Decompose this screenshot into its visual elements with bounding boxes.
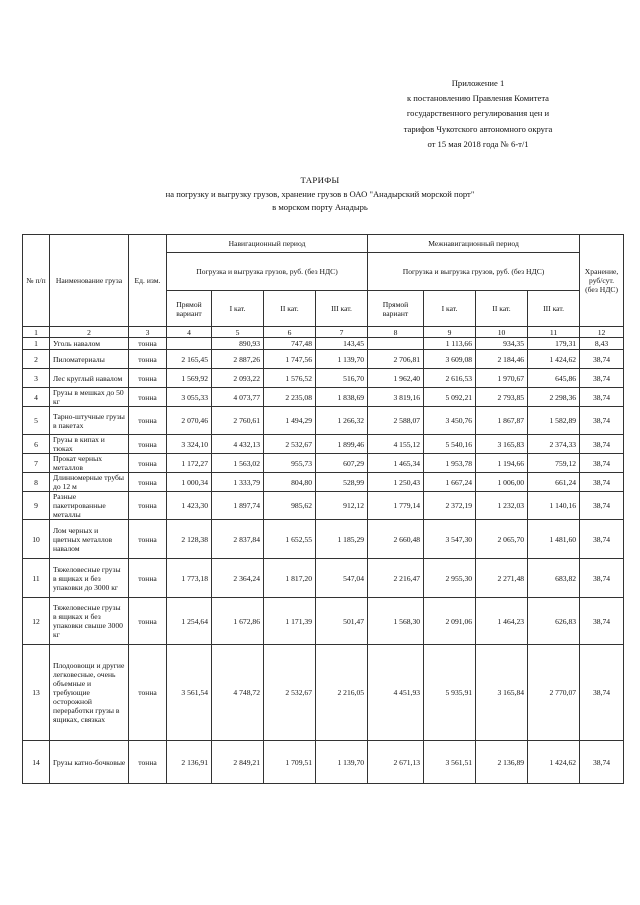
tariff-cell: 645,86 bbox=[528, 369, 580, 388]
tariff-cell: 2 298,36 bbox=[528, 388, 580, 407]
unit-cell: тонна bbox=[129, 350, 167, 369]
tariff-cell: 528,99 bbox=[316, 473, 368, 492]
unit-cell: тонна bbox=[129, 338, 167, 350]
tariff-cell: 1 000,34 bbox=[167, 473, 212, 492]
unit-cell: тонна bbox=[129, 454, 167, 473]
column-number: 9 bbox=[424, 327, 476, 338]
cargo-name: Грузы в кипах и тюках bbox=[50, 435, 129, 454]
tariff-cell: 3 324,10 bbox=[167, 435, 212, 454]
row-number: 1 bbox=[23, 338, 50, 350]
tariff-cell: 1 953,78 bbox=[424, 454, 476, 473]
tariff-cell: 3 561,54 bbox=[167, 645, 212, 741]
cargo-name: Пиломатериалы bbox=[50, 350, 129, 369]
row-number: 9 bbox=[23, 492, 50, 520]
tariff-cell: 1 667,24 bbox=[424, 473, 476, 492]
storage-rate-cell: 38,74 bbox=[580, 473, 624, 492]
cargo-name: Тяжеловесные грузы в ящиках и без упаковки до 3000 кг bbox=[50, 559, 129, 598]
header-nav-cat1: I кат. bbox=[212, 291, 264, 327]
tariff-cell: 3 609,08 bbox=[424, 350, 476, 369]
column-number-row bbox=[23, 327, 624, 338]
tariff-cell: 890,93 bbox=[212, 338, 264, 350]
unit-cell: тонна bbox=[129, 473, 167, 492]
row-number: 8 bbox=[23, 473, 50, 492]
tariff-cell: 2 165,45 bbox=[167, 350, 212, 369]
row-number: 10 bbox=[23, 520, 50, 559]
column-number: 1 bbox=[23, 327, 50, 338]
column-number: 11 bbox=[528, 327, 580, 338]
row-number: 12 bbox=[23, 598, 50, 645]
storage-rate-cell: 38,74 bbox=[580, 492, 624, 520]
column-number: 8 bbox=[368, 327, 424, 338]
tariff-cell: 1 424,62 bbox=[528, 350, 580, 369]
tariff-cell: 4 073,77 bbox=[212, 388, 264, 407]
appendix-line: тарифов Чукотского автономного округа bbox=[403, 123, 553, 134]
storage-rate-cell: 8,43 bbox=[580, 338, 624, 350]
tariff-cell: 1 140,16 bbox=[528, 492, 580, 520]
tariff-cell: 955,73 bbox=[264, 454, 316, 473]
tariff-cell: 1 962,40 bbox=[368, 369, 424, 388]
storage-rate-cell: 38,74 bbox=[580, 350, 624, 369]
document-heading bbox=[0, 174, 640, 215]
tariff-cell: 1 481,60 bbox=[528, 520, 580, 559]
tariff-cell: 1 970,67 bbox=[476, 369, 528, 388]
column-number: 7 bbox=[316, 327, 368, 338]
tariff-cell: 747,48 bbox=[264, 338, 316, 350]
column-number: 10 bbox=[476, 327, 528, 338]
column-number: 2 bbox=[50, 327, 129, 338]
unit-cell: тонна bbox=[129, 741, 167, 784]
tariff-cell: 2 216,05 bbox=[316, 645, 368, 741]
tariff-cell: 2 136,91 bbox=[167, 741, 212, 784]
tariff-cell: 1 423,30 bbox=[167, 492, 212, 520]
storage-rate-cell: 38,74 bbox=[580, 598, 624, 645]
tariff-cell: 1 709,51 bbox=[264, 741, 316, 784]
tariff-cell: 3 547,30 bbox=[424, 520, 476, 559]
tariff-cell: 2 216,47 bbox=[368, 559, 424, 598]
row-number: 6 bbox=[23, 435, 50, 454]
tariff-cell: 1 424,62 bbox=[528, 741, 580, 784]
storage-rate-cell: 38,74 bbox=[580, 388, 624, 407]
tariff-cell: 1 899,46 bbox=[316, 435, 368, 454]
tariff-cell: 1 254,64 bbox=[167, 598, 212, 645]
tariff-cell: 2 093,22 bbox=[212, 369, 264, 388]
document-title: ТАРИФЫ bbox=[300, 175, 340, 185]
appendix-line: Приложение 1 bbox=[451, 78, 505, 88]
header-nav-cat2: II кат. bbox=[264, 291, 316, 327]
column-number: 6 bbox=[264, 327, 316, 338]
tariff-cell: 1 867,87 bbox=[476, 407, 528, 435]
tariff-cell: 1 494,29 bbox=[264, 407, 316, 435]
tariff-cell: 2 770,07 bbox=[528, 645, 580, 741]
unit-cell: тонна bbox=[129, 559, 167, 598]
appendix-block bbox=[378, 76, 578, 152]
tariff-cell: 547,04 bbox=[316, 559, 368, 598]
tariff-cell: 2 070,46 bbox=[167, 407, 212, 435]
storage-rate-cell: 38,74 bbox=[580, 407, 624, 435]
tariff-cell: 934,35 bbox=[476, 338, 528, 350]
tariff-cell: 1 139,70 bbox=[316, 741, 368, 784]
tariff-cell: 4 451,93 bbox=[368, 645, 424, 741]
tariff-cell: 1 897,74 bbox=[212, 492, 264, 520]
tariff-cell: 2 532,67 bbox=[264, 645, 316, 741]
tariff-cell: 2 706,81 bbox=[368, 350, 424, 369]
tariff-cell: 912,12 bbox=[316, 492, 368, 520]
tariff-cell: 5 935,91 bbox=[424, 645, 476, 741]
unit-cell: тонна bbox=[129, 598, 167, 645]
header-nav-cat3: III кат. bbox=[316, 291, 368, 327]
tariff-cell: 2 235,08 bbox=[264, 388, 316, 407]
row-number: 4 bbox=[23, 388, 50, 407]
cargo-name: Лом черных и цветных металлов навалом bbox=[50, 520, 129, 559]
table-row bbox=[23, 520, 624, 559]
tariff-cell bbox=[167, 338, 212, 350]
tariff-cell: 1 139,70 bbox=[316, 350, 368, 369]
tariff-cell: 1 838,69 bbox=[316, 388, 368, 407]
tariff-cell: 4 748,72 bbox=[212, 645, 264, 741]
tariff-cell: 1 672,86 bbox=[212, 598, 264, 645]
tariff-cell: 2 588,07 bbox=[368, 407, 424, 435]
tariff-cell: 3 055,33 bbox=[167, 388, 212, 407]
appendix-line: государственного регулирования цен и bbox=[406, 108, 550, 119]
appendix-line: к постановлению Правления Комитета bbox=[406, 93, 549, 104]
header-unit: Ед. изм. bbox=[129, 235, 167, 327]
document-subtitle: на погрузку и выгрузку грузов, хранение грузов в ОАО "Анадырский морской порт" bbox=[165, 188, 475, 199]
appendix-line: от 15 мая 2018 года № 6-т/1 bbox=[427, 138, 529, 149]
cargo-name: Тарно-штучные грузы в пакетах bbox=[50, 407, 129, 435]
table-row bbox=[23, 645, 624, 741]
unit-cell: тонна bbox=[129, 435, 167, 454]
header-internav-period: Межнавигационный период bbox=[368, 235, 580, 253]
tariff-cell: 1 194,66 bbox=[476, 454, 528, 473]
tariff-cell: 1 232,03 bbox=[476, 492, 528, 520]
table-row bbox=[23, 454, 624, 473]
tariff-cell: 2 793,85 bbox=[476, 388, 528, 407]
tariff-cell: 1 266,32 bbox=[316, 407, 368, 435]
table-row bbox=[23, 407, 624, 435]
tariff-cell: 2 849,21 bbox=[212, 741, 264, 784]
tariffs-table bbox=[22, 234, 624, 784]
table-row bbox=[23, 435, 624, 454]
table-body bbox=[23, 338, 624, 784]
cargo-name: Лес круглый навалом bbox=[50, 369, 129, 388]
cargo-name: Разные пакетированные металлы bbox=[50, 492, 129, 520]
tariff-cell: 1 185,29 bbox=[316, 520, 368, 559]
header-internav-direct: Прямой вариант bbox=[368, 291, 424, 327]
row-number: 14 bbox=[23, 741, 50, 784]
table-header bbox=[23, 235, 624, 338]
document-subtitle-location: в морском порту Анадырь bbox=[272, 202, 368, 213]
tariff-cell: 1 563,02 bbox=[212, 454, 264, 473]
tariff-cell: 2 887,26 bbox=[212, 350, 264, 369]
tariff-cell: 3 165,83 bbox=[476, 435, 528, 454]
tariff-cell bbox=[368, 338, 424, 350]
cargo-name: Тяжеловесные грузы в ящиках и без упаковки свыше 3000 кг bbox=[50, 598, 129, 645]
tariff-cell: 2 184,46 bbox=[476, 350, 528, 369]
tariff-cell: 1 817,20 bbox=[264, 559, 316, 598]
column-number: 5 bbox=[212, 327, 264, 338]
unit-cell: тонна bbox=[129, 407, 167, 435]
header-nav-direct: Прямой вариант bbox=[167, 291, 212, 327]
storage-rate-cell: 38,74 bbox=[580, 520, 624, 559]
tariff-cell: 2 532,67 bbox=[264, 435, 316, 454]
table-row bbox=[23, 473, 624, 492]
column-number: 3 bbox=[129, 327, 167, 338]
header-nav-loading: Погрузка и выгрузка грузов, руб. (без НДС) bbox=[167, 253, 368, 291]
tariff-cell: 3 561,51 bbox=[424, 741, 476, 784]
tariff-cell: 2 091,06 bbox=[424, 598, 476, 645]
header-nav-period: Навигационный период bbox=[167, 235, 368, 253]
header-internav-cat3: III кат. bbox=[528, 291, 580, 327]
table-row bbox=[23, 741, 624, 784]
tariff-cell: 501,47 bbox=[316, 598, 368, 645]
unit-cell: тонна bbox=[129, 645, 167, 741]
tariff-cell: 179,31 bbox=[528, 338, 580, 350]
tariff-cell: 607,29 bbox=[316, 454, 368, 473]
table-row bbox=[23, 559, 624, 598]
header-internav-cat2: II кат. bbox=[476, 291, 528, 327]
unit-cell: тонна bbox=[129, 388, 167, 407]
tariff-cell: 5 092,21 bbox=[424, 388, 476, 407]
tariff-cell: 2 271,48 bbox=[476, 559, 528, 598]
header-internav-cat1: I кат. bbox=[424, 291, 476, 327]
tariff-cell: 2 616,53 bbox=[424, 369, 476, 388]
tariff-cell: 2 660,48 bbox=[368, 520, 424, 559]
tariff-cell: 5 540,16 bbox=[424, 435, 476, 454]
tariff-cell: 683,82 bbox=[528, 559, 580, 598]
tariff-cell: 985,62 bbox=[264, 492, 316, 520]
header-num: № п/п bbox=[23, 235, 50, 327]
tariff-cell: 3 819,16 bbox=[368, 388, 424, 407]
storage-rate-cell: 38,74 bbox=[580, 435, 624, 454]
tariff-cell: 1 747,56 bbox=[264, 350, 316, 369]
tariff-cell: 804,80 bbox=[264, 473, 316, 492]
storage-rate-cell: 38,74 bbox=[580, 559, 624, 598]
unit-cell: тонна bbox=[129, 520, 167, 559]
row-number: 5 bbox=[23, 407, 50, 435]
tariff-cell: 626,83 bbox=[528, 598, 580, 645]
tariff-cell: 1 569,92 bbox=[167, 369, 212, 388]
tariff-cell: 4 155,12 bbox=[368, 435, 424, 454]
tariff-cell: 2 760,61 bbox=[212, 407, 264, 435]
tariff-cell: 1 172,27 bbox=[167, 454, 212, 473]
tariff-cell: 1 006,00 bbox=[476, 473, 528, 492]
row-number: 13 bbox=[23, 645, 50, 741]
tariff-cell: 143,45 bbox=[316, 338, 368, 350]
unit-cell: тонна bbox=[129, 492, 167, 520]
row-number: 3 bbox=[23, 369, 50, 388]
tariff-cell: 1 582,89 bbox=[528, 407, 580, 435]
tariff-cell: 3 450,76 bbox=[424, 407, 476, 435]
cargo-name: Длинномерные трубы до 12 м bbox=[50, 473, 129, 492]
tariff-cell: 661,24 bbox=[528, 473, 580, 492]
tariff-cell: 2 136,89 bbox=[476, 741, 528, 784]
column-number: 4 bbox=[167, 327, 212, 338]
cargo-name: Уголь навалом bbox=[50, 338, 129, 350]
cargo-name: Грузы катно-бочковые bbox=[50, 741, 129, 784]
tariff-cell: 4 432,13 bbox=[212, 435, 264, 454]
tariff-cell: 2 837,84 bbox=[212, 520, 264, 559]
tariff-cell: 1 333,79 bbox=[212, 473, 264, 492]
row-number: 11 bbox=[23, 559, 50, 598]
storage-rate-cell: 38,74 bbox=[580, 369, 624, 388]
table-row bbox=[23, 350, 624, 369]
storage-rate-cell: 38,74 bbox=[580, 741, 624, 784]
header-storage: Хранение, руб/сут. (без НДС) bbox=[580, 235, 624, 327]
tariff-cell: 2 374,33 bbox=[528, 435, 580, 454]
storage-rate-cell: 38,74 bbox=[580, 454, 624, 473]
table-row bbox=[23, 492, 624, 520]
row-number: 7 bbox=[23, 454, 50, 473]
tariff-cell: 1 171,39 bbox=[264, 598, 316, 645]
cargo-name: Плодоовощи и другие легковесные, очень объемные и требующие осторожной переработки грузы в ящиках, связках bbox=[50, 645, 129, 741]
row-number: 2 bbox=[23, 350, 50, 369]
table-row bbox=[23, 338, 624, 350]
tariff-cell: 1 779,14 bbox=[368, 492, 424, 520]
tariff-cell: 1 465,34 bbox=[368, 454, 424, 473]
table-row bbox=[23, 369, 624, 388]
cargo-name: Грузы в мешках до 50 кг bbox=[50, 388, 129, 407]
tariff-cell: 2 372,19 bbox=[424, 492, 476, 520]
tariff-cell: 2 671,13 bbox=[368, 741, 424, 784]
tariff-cell: 2 128,38 bbox=[167, 520, 212, 559]
tariff-cell: 1 568,30 bbox=[368, 598, 424, 645]
tariff-cell: 1 652,55 bbox=[264, 520, 316, 559]
header-name: Наименование груза bbox=[50, 235, 129, 327]
tariff-cell: 3 165,84 bbox=[476, 645, 528, 741]
tariff-cell: 1 113,66 bbox=[424, 338, 476, 350]
table-row bbox=[23, 598, 624, 645]
unit-cell: тонна bbox=[129, 369, 167, 388]
tariff-cell: 2 364,24 bbox=[212, 559, 264, 598]
column-number: 12 bbox=[580, 327, 624, 338]
header-internav-loading: Погрузка и выгрузка грузов, руб. (без НДС) bbox=[368, 253, 580, 291]
table-row bbox=[23, 388, 624, 407]
tariff-cell: 516,70 bbox=[316, 369, 368, 388]
tariff-cell: 1 576,52 bbox=[264, 369, 316, 388]
tariff-cell: 2 955,30 bbox=[424, 559, 476, 598]
tariff-cell: 1 464,23 bbox=[476, 598, 528, 645]
storage-rate-cell: 38,74 bbox=[580, 645, 624, 741]
tariff-cell: 1 773,18 bbox=[167, 559, 212, 598]
tariff-cell: 2 065,70 bbox=[476, 520, 528, 559]
cargo-name: Прокат черных металлов bbox=[50, 454, 129, 473]
tariff-cell: 1 250,43 bbox=[368, 473, 424, 492]
tariff-cell: 759,12 bbox=[528, 454, 580, 473]
